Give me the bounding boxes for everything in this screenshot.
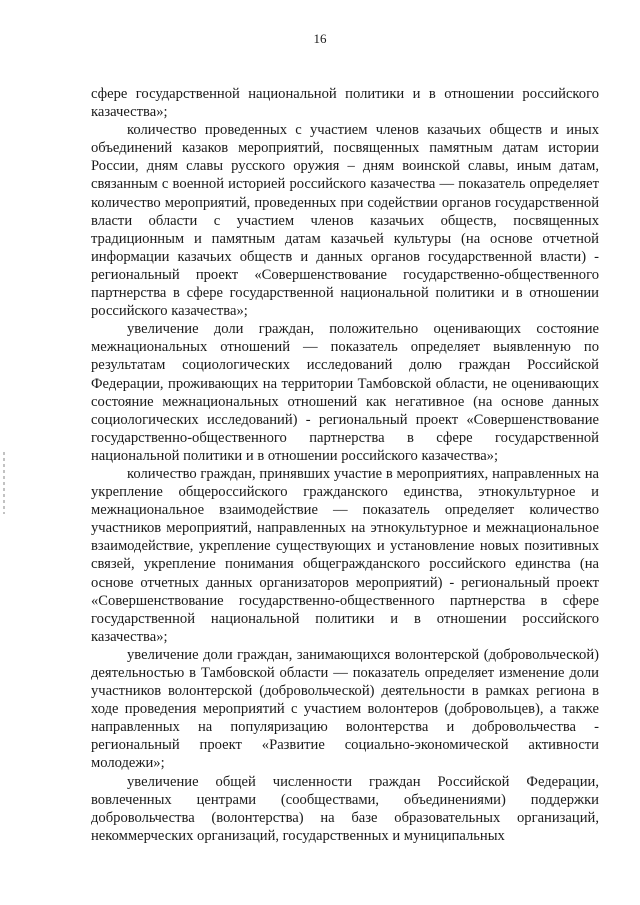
paragraph-continuation: сфере государственной национальной политики и в отношении российского казачества»; <box>91 86 599 121</box>
paragraph-cossack-events: количество проведенных с участием членов казачьих обществ и иных объединений казаков мероприятий, посвященных памятным датам истории России, дням славы русского оружия – дням воинской славы, иным датам, связанным с военной историей российского казачества — показатель определяет количество мероприятий, проведенных при содействии органов государственной власти области с участием членов казачьих обществ, посвященных традиционным и памятным датам казачьей культуры (на основе отчетной информации казачьих обществ и данных органов государственной власти) - региональный проект «Совершенствование государственно-общественного партнерства в сфере государственной национальной политики и в отношении российского казачества»; <box>91 122 599 320</box>
document-body <box>91 85 599 845</box>
paragraph-civic-unity-events: количество граждан, принявших участие в мероприятиях, направленных на укрепление общероссийского гражданского единства, этнокультурное и межнациональное взаимодействие — показатель определяет количество участников мероприятий, направленных на этнокультурное и межнациональное взаимодействие, укрепление существующих и установление новых позитивных связей, укрепление понимания общегражданского российского единства (на основе отчетных данных организаторов мероприятий) - региональный проект «Совершенствование государственно-общественного партнерства в сфере государственной национальной политики и в отношении российского казачества»; <box>91 465 599 645</box>
page-number: 16 <box>313 31 327 46</box>
paragraph-interethnic-relations: увеличение доли граждан, положительно оценивающих состояние межнациональных отношений — показатель определяет выявленную по результатам социологических исследований долю граждан Российской Федерации, проживающих на территории Тамбовской области, не оценивающих состояние межнациональных отношений как негативное (на основе данных социологических исследований) - региональный проект «Совершенствование государственно-общественного партнерства в сфере государственной национальной политики и в отношении российского казачества»; <box>91 321 599 464</box>
scan-margin-artifact <box>3 452 5 514</box>
paragraph-volunteer-centers: увеличение общей численности граждан Российской Федерации, вовлеченных центрами (сообществами, объединениями) поддержки добровольчества (волонтерства) на базе образовательных организаций, некоммерческих организаций, государственных и муниципальных <box>91 773 599 844</box>
paragraph-volunteer-share: увеличение доли граждан, занимающихся волонтерской (добровольческой) деятельностью в Тамбовской области — показатель определяет изменение доли участников волонтерской (добровольческой) деятельности в рамках региона в ходе проведения мероприятий с участием волонтеров (добровольцев), а также направленных на популяризацию волонтерства и добровольчества - региональный проект «Развитие социально-экономической активности молодежи»; <box>91 646 599 772</box>
